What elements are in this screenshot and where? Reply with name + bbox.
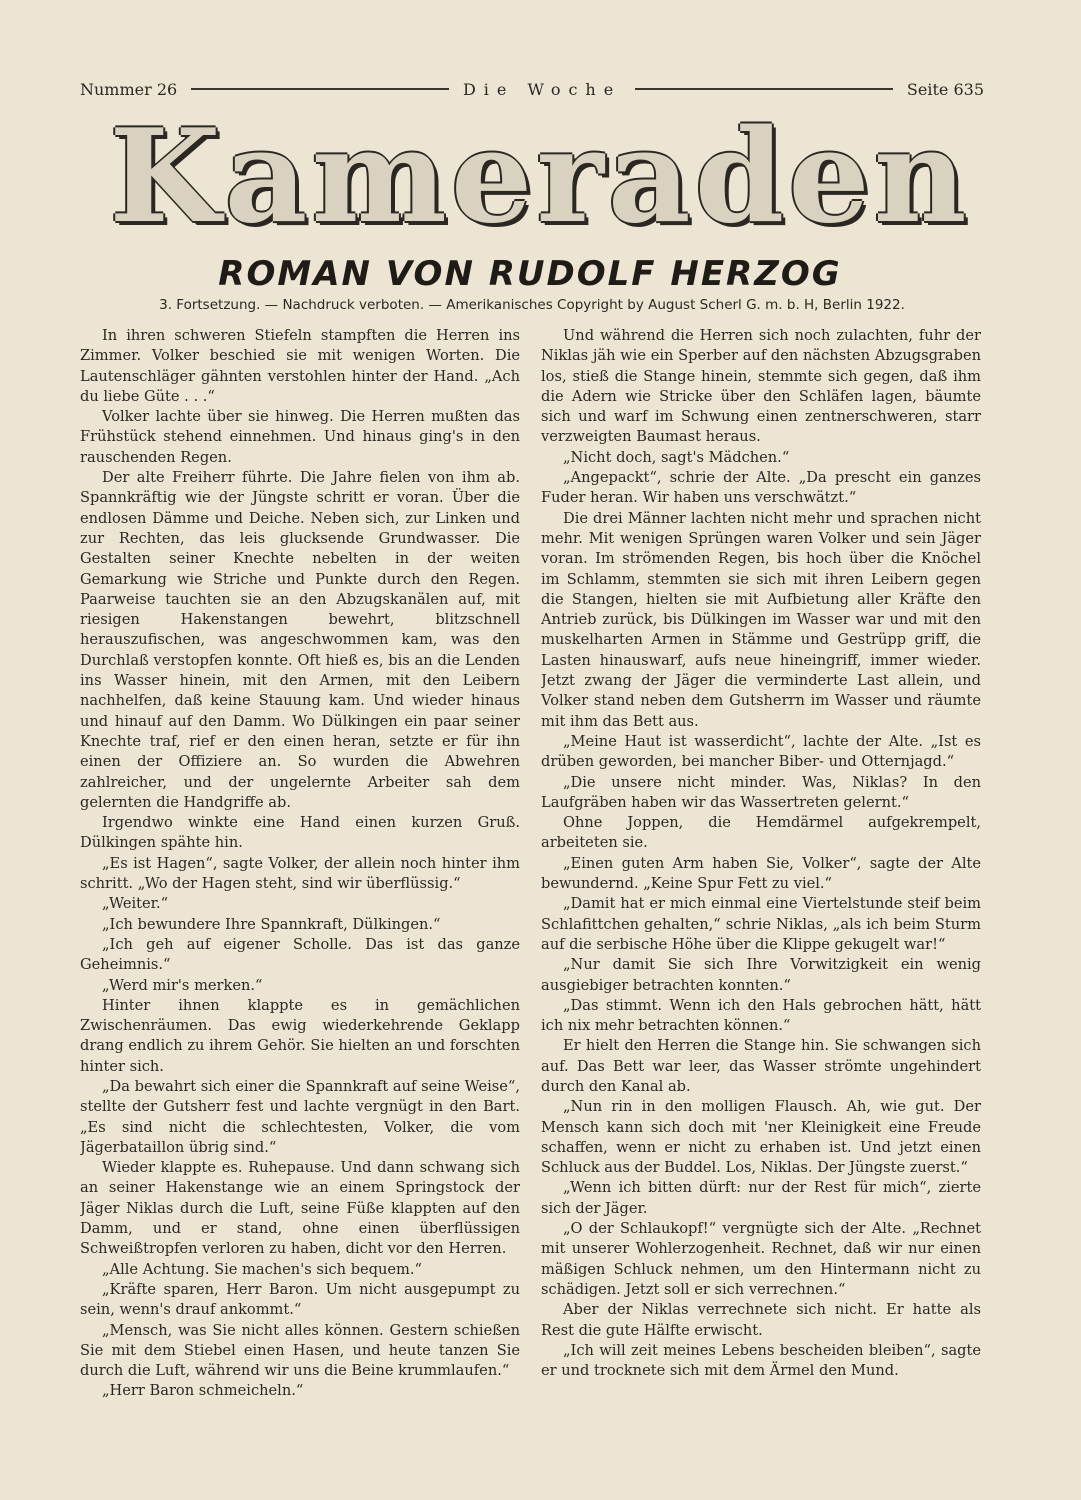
paragraph: „Nun rin in den molligen Flausch. Ah, wie gut. Der Mensch kann sich doch mit 'ner Kleinigkeit eine Freude schaffen, wenn er nicht zu erhaben ist. Und jetzt einen Schluck aus der Buddel. Los, Niklas. Der Jüngste zuerst.“ <box>541 1098 981 1177</box>
paragraph: „Einen guten Arm haben Sie, Volker“, sagte der Alte bewundernd. „Keine Spur Fett zu viel.“ <box>541 854 981 893</box>
paragraph: „O der Schlaukopf!“ vergnügte sich der Alte. „Rechnet mit unserer Wohlerzogenheit. Rechnet, daß wir nur einen mäßigen Schluck nehmen, um den Hintermann nicht zu schädigen. Jetzt soll er sich verrechnen.“ <box>541 1220 981 1298</box>
novel-title: Kameraden <box>109 102 971 252</box>
header-rule-right <box>635 88 893 90</box>
running-header <box>80 76 984 102</box>
paragraph: „Ich will zeit meines Lebens bescheiden bleiben“, sagte er und trocknete sich mit dem Ärmel den Mund. <box>541 1341 981 1380</box>
paragraph: „Alle Achtung. Sie machen's sich bequem.“ <box>102 1260 422 1278</box>
paragraph: „Ich geh auf eigener Scholle. Das ist das ganze Geheimnis.“ <box>80 935 520 974</box>
header-rule-left <box>191 88 449 90</box>
paragraph: „Nicht doch, sagt's Mädchen.“ <box>563 448 790 466</box>
paragraph: Die drei Männer lachten nicht mehr und sprachen nicht mehr. Mit wenigen Sprüngen waren Volker und sein Jäger voran. Im strömenden Regen, bis hoch über die Knöchel im Schlamm, stemmten sie sich mit ihren Leibern gegen die Stangen, hielten sie mit Aufbietung aller Kräfte den Antrieb zurück, bis Dülkingen im Wasser war und mit den muskelharten Armen in Stämme und Gestrüpp griff, die Lasten hinauswarf, aufs neue hineingriff, immer wieder. Jetzt zwang der Jäger die verminderte Last allein, und Volker stand neben dem Gutsherrn im Wasser und räumte mit ihm das Bett aus. <box>541 509 981 730</box>
paragraph: „Da bewahrt sich einer die Spannkraft auf seine Weise“, stellte der Gutsherr fest und lachte vergnügt in den Bart. „Es sind nicht die schlechtesten, Volker, die vom Jägerbataillon übrig sind.“ <box>80 1077 520 1156</box>
paragraph: „Kräfte sparen, Herr Baron. Um nicht ausgepumpt zu sein, wenn's drauf ankommt.“ <box>80 1280 520 1319</box>
text-column-right <box>541 326 981 1426</box>
paragraph: „Angepackt“, schrie der Alte. „Da prescht ein ganzes Fuder heran. Wir haben uns verschwätzt.“ <box>541 469 981 507</box>
issue-number: Nummer 26 <box>80 79 178 99</box>
installment-info: 3. Fortsetzung. — Nachdruck verboten. — Amerikanisches Copyright by August Scherl G. m. b. H, Berlin 1922. <box>159 297 905 313</box>
paragraph: Der alte Freiherr führte. Die Jahre fielen von ihm ab. Spannkräftig wie der Jüngste schritt er voran. Über die endlosen Dämme und Deiche. Neben sich, zur Linken und zur Rechten, das leis glucksende Grundwasser. Die Gestalten seiner Knechte nebelten in der weiten Gemarkung wie Striche und Punkte durch den Regen. Paarweise tauchten sie an den Abzugskanälen auf, mit riesigen Hakenstangen bewehrt, blitzschnell herauszufischen, was angeschwommen kam, was den Durchlaß verstopfen konnte. Oft hieß es, bis an die Lenden ins Wasser hinein, mit den Armen, mit den Leibern nachhelfen, daß keine Stauung kam. Und wieder hinaus und hinauf auf den Damm. Wo Dülkingen ein paar seiner Knechte traf, rief er den einen heran, setzte er für ihn einen der Offiziere an. So wurden die Abwehren zahlreicher, und der ungelernte Arbeiter sah dem gelernten die Handgriffe ab. <box>80 469 520 811</box>
paragraph: Ohne Joppen, die Hemdärmel aufgekrempelt, arbeiteten sie. <box>541 814 981 852</box>
paragraph: Und während die Herren sich noch zulachten, fuhr der Niklas jäh wie ein Sperber auf den nächsten Abzugsgraben los, stieß die Stange hinein, stemmte sich gegen, daß ihm die Adern wie Stricke über den Schläfen lagen, bäumte sich und warf im Schwung einen zentnerschweren, starr verzweigten Baumast heraus. <box>541 327 981 446</box>
paragraph: „Das stimmt. Wenn ich den Hals gebrochen hätt, hätt ich nix mehr betrachten können.“ <box>541 996 981 1035</box>
paragraph: Er hielt den Herren die Stange hin. Sie schwangen sich auf. Das Bett war leer, das Wasser strömte ungehindert durch den Kanal ab. <box>541 1037 981 1095</box>
paragraph: „Ich bewundere Ihre Spannkraft, Dülkingen.“ <box>102 915 441 933</box>
paragraph: „Meine Haut ist wasserdicht“, lachte der Alte. „Ist es drüben geworden, bei mancher Biber- und Otternjagd.“ <box>541 732 981 771</box>
paragraph: In ihren schweren Stiefeln stampften die Herren ins Zimmer. Volker beschied sie mit wenigen Worten. Die Lautenschläger gähnten verstohlen hinter der Hand. „Ach du liebe Güte . . .“ <box>80 327 520 405</box>
paragraph: „Werd mir's merken.“ <box>102 976 263 994</box>
paragraph: „Weiter.“ <box>102 895 169 913</box>
paragraph: „Wenn ich bitten dürft: nur der Rest für mich“, zierte sich der Jäger. <box>541 1179 981 1217</box>
paragraph: „Die unsere nicht minder. Was, Niklas? In den Laufgräben haben wir das Wassertreten gelernt.“ <box>541 773 981 811</box>
paragraph: „Es ist Hagen“, sagte Volker, der allein noch hinter ihm schritt. „Wo der Hagen steht, sind wir überflüssig.“ <box>80 854 520 893</box>
page-number: Seite 635 <box>906 79 984 99</box>
paragraph: „Mensch, was Sie nicht alles können. Gestern schießen Sie mit dem Stiebel einen Hasen, und heute tanzen Sie durch die Luft, während wir uns die Beine krummlaufen.“ <box>80 1321 520 1380</box>
paragraph: Aber der Niklas verrechnete sich nicht. Er hatte als Rest die gute Hälfte erwischt. <box>541 1301 981 1339</box>
magazine-name: Die Woche <box>462 79 622 99</box>
paragraph: Wieder klappte es. Ruhepause. Und dann schwang sich an seiner Hakenstange wie an einem Springstock der Jäger Niklas durch die Luft, seine Füße klappten auf den Damm, und er stand, ohne einen überflüssigen Schweißtropfen verloren zu haben, dicht vor den Herren. <box>80 1159 520 1258</box>
paragraph: Irgendwo winkte eine Hand einen kurzen Gruß. Dülkingen spähte hin. <box>80 814 520 852</box>
paragraph: „Damit hat er mich einmal eine Viertelstunde steif beim Schlafittchen gehalten,“ schrie Niklas, „als ich beim Sturm auf die serbische Höhe über die Klippe gekugelt war!“ <box>541 895 981 953</box>
paragraph: „Herr Baron schmeicheln.“ <box>102 1382 304 1400</box>
paragraph: Hinter ihnen klappte es in gemächlichen Zwischenräumen. Das ewig wiederkehrende Geklapp drang endlich zu ihrem Gehör. Sie hielten an und forschten hinter sich. <box>80 996 520 1075</box>
paragraph: Volker lachte über sie hinweg. Die Herren mußten das Frühstück stehend einnehmen. Und hinaus ging's in den rauschenden Regen. <box>80 408 520 466</box>
paragraph: „Nur damit Sie sich Ihre Vorwitzigkeit ein wenig ausgiebiger betrachten konnten.“ <box>541 956 981 994</box>
novel-subtitle: ROMAN VON RUDOLF HERZOG <box>218 254 842 294</box>
text-column-left <box>80 326 520 1426</box>
